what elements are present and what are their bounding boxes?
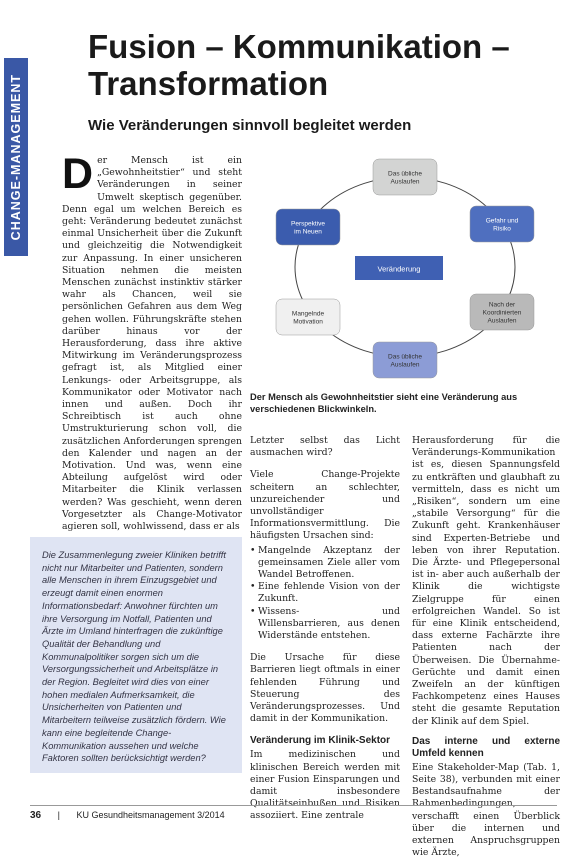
column-2-paragraph-3: Im medizinischen und klinischen Bereich werden mit einer Fusion Einsparungen und damit insbesondere Qualitätseinbußen und Risiken assoziiert. Eine zentrale (250, 749, 400, 822)
column-1 (62, 150, 242, 533)
title-line-2: Transformation (88, 65, 329, 102)
footer-separator: | (57, 810, 60, 820)
column-2-intro: Letzter selbst das Licht ausmachen wird? (250, 435, 400, 459)
diagram-node (470, 206, 534, 242)
diagram-node-label: Motivation (293, 318, 323, 326)
list-item: • Wissens- und Willensbarrieren, aus denen Widerstände entstehen. (250, 606, 400, 643)
column-3 (412, 435, 560, 860)
diagram-node-label: im Neuen (294, 228, 322, 236)
diagram-node (276, 209, 340, 245)
center-box (355, 256, 443, 280)
diagram-node-label: Das übliche (388, 353, 422, 361)
diagram-node (276, 299, 340, 335)
diagram-node-label: Nach der (488, 301, 516, 309)
diagram-node-label: Auslaufen (390, 361, 420, 369)
section-tab-label: CHANGE-MANAGEMENT (9, 73, 23, 241)
diagram-node-label: Mangelnde (291, 310, 325, 318)
diagram-node-label: Perspektive (291, 220, 325, 228)
pull-quote-text: Die Zusammenlegung zweier Kliniken betrifft nicht nur Mitarbeiter und Patienten, sondern alle Menschen in ihrem Einzugsgebiet und erzeugt damit einen enormen Informationsbedarf: Anwohner fürchten um ihre Versorgung im Notfall, Patienten und Ärzte im Umland hinterfragen die zukünftige Qualität der Behandlung und Kommunalpolitiker sorgen sich um die Versorgungssicherheit und Arbeitsplätze in der Region. Begleitet wird dies von einer hohen medialen Aufmerksamkeit, die Unsicherheiten von Patienten und Mitarbeitern teilweise zusätzlich fördern. Wie kann eine begleitende Change-Kommunikation aussehen und welche Faktoren sollten berücksichtigt werden? (42, 550, 226, 764)
diagram-node-label: Auslaufen (487, 317, 517, 325)
diagram-node-label: Auslaufen (390, 178, 420, 186)
page-footer (30, 805, 557, 821)
diagram-node (373, 342, 437, 378)
column-3-paragraph-1: Herausforderung für die Veränderungs-Kommunikation ist es, diesen Spannungsfeld zu entkräften und glaubhaft zu vermitteln, dass es nicht um „Risiken“, sondern um eine „stabile Versorgung“ für die Zukunft geht. Krankenhäuser sind Experten-Betriebe und leben von ihrer Reputation. Die Ärzte- und Pflegepersonal ist in- aber auch außerhalb der Klinik die wichtigste Zielgruppe für einen erfolgreichen Wandel. So ist für eine Klinik entscheidend, dass externe Fachärzte ihre Patienten nach der Überweisen. Die Übernahme-Gerüchte und damit einen Zweifeln an der künftigen Fachkompetenz eines Hauses steht die gesamte Reputation der Klinik auf dem Spiel. (412, 435, 560, 727)
diagram-node-label: Risiko (493, 225, 511, 233)
column-3-paragraph-2: Eine Stakeholder-Map (Tab. 1, Seite 38), verbunden mit einer Bestandsaufnahme der Rahmenbedingungen, verschafft einen Überblick über die internen und externen Anspruchsgruppen wie Ärzte, (412, 761, 560, 859)
diagram-caption: Der Mensch als Gewohnheitstier sieht eine Veränderung aus verschiedenen Blickwinkeln. (250, 392, 518, 414)
intro-paragraph: er Mensch ist ein „Gewohnheitstier“ und steht Veränderungen in seiner Umwelt skeptisch gegenüber. Denn egal um welchen Bereich es geht: Veränderung bedeutet zunächst einmal Unsicherheit über die Zukunft und gleichzeitig die Notwendigkeit zur Anpassung. In einer unsicheren Situation nehmen die meisten Menschen zunächst instinktiv stärker wahr als Chancen, weil sie persönlichen Gefahren aus dem Weg gehen wollen. Führungskräfte stehen darüber hinaus vor der Herausforderung, dass ihre aktive Mitwirkung im Veränderungsprozess gefragt ist, als Mitglied einer Lenkungs- oder Arbeitsgruppe, als Kommunikator oder Motivator nach innen und außen. Doch ihr Schreibtisch ist auch ohne Umstrukturierung schon voll, die zusätzlichen Anforderungen sprengen den Kalender und nagen an der Motivation. Und was, wenn eine Abteilung aufgelöst wird oder Mitarbeiter die Klinik verlassen werden? Was geschieht, wenn deren Vorgesetzter als Change-Motivator agieren soll, wohlwissend, dass er als (62, 155, 242, 533)
article-title (88, 28, 510, 102)
drop-cap: D (62, 150, 94, 198)
page-number: 36 (30, 810, 42, 821)
article-subtitle: Wie Veränderungen sinnvoll begleitet werden (88, 117, 412, 134)
causes-list (250, 545, 400, 643)
journal-name: KU Gesundheitsmanagement 3/2014 (76, 810, 225, 820)
section-heading-klinik: Veränderung im Klinik-Sektor (250, 735, 391, 747)
diagram-node (373, 159, 437, 195)
title-line-1: Fusion – Kommunikation – (88, 28, 510, 65)
diagram-node-label: Koordinierten (482, 309, 522, 317)
center-label: Veränderung (377, 264, 421, 274)
change-perspective-diagram (250, 152, 560, 387)
column-2-paragraph-1: Viele Change-Projekte scheitern an schlechter, unzureichender und unvollständiger Informationsvermittlung. Die häufigsten Ursachen sind: (250, 469, 400, 542)
diagram-node (470, 294, 534, 330)
section-heading-umfeld: Das interne und externe Umfeld kennen (412, 735, 560, 759)
diagram-node-label: Das übliche (388, 170, 422, 178)
list-item: • Eine fehlende Vision von der Zukunft. (250, 581, 400, 605)
column-2-paragraph-2: Die Ursache für diese Barrieren liegt oftmals in einer fehlenden Führung und Steuerung des Veränderungsprozesses. Und damit in der Kommunikation. (250, 652, 400, 725)
list-item: • Mangelnde Akzeptanz der gemeinsamen Ziele aller vom Wandel Betroffenen. (250, 545, 400, 582)
section-tab (4, 58, 28, 256)
pull-quote-box (30, 537, 242, 773)
diagram-node-label: Gefahr und (485, 217, 519, 225)
column-2 (250, 435, 400, 823)
